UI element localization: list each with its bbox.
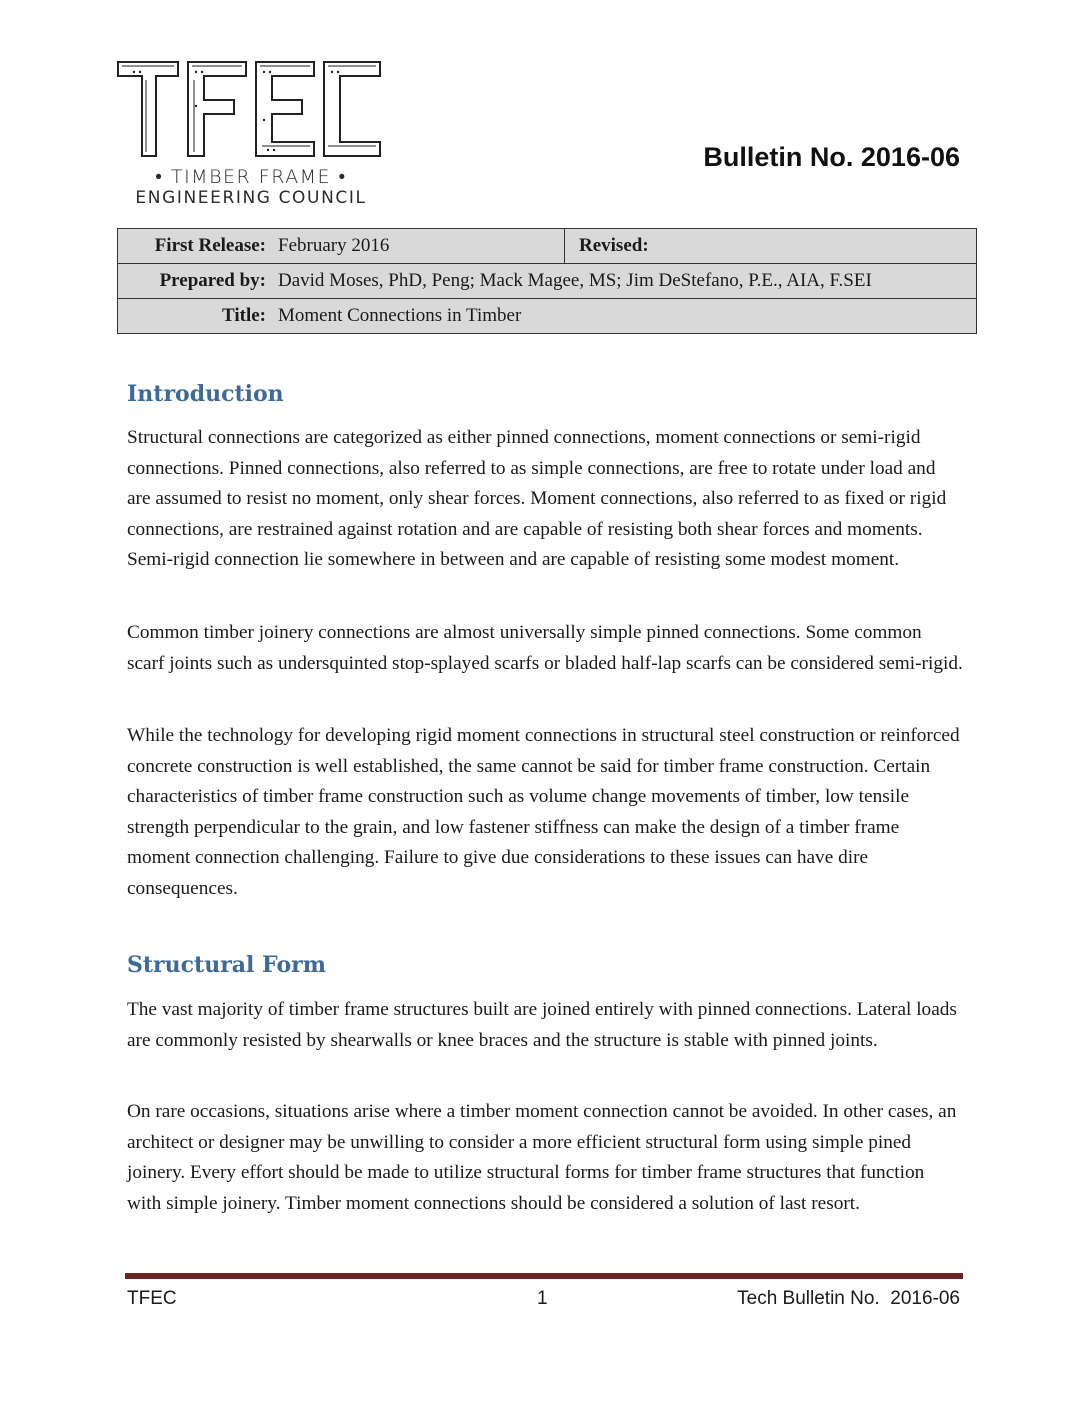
title-row	[118, 299, 977, 334]
footer-bulletin-ref: Tech Bulletin No. 2016-06	[737, 1288, 960, 1309]
title-label: Title:	[118, 299, 273, 334]
intro-paragraph-3: While the technology for developing rigid moment connections in structural steel construction or reinforced concrete construction is well established, the same cannot be said for timber frame construction. Certain characteristics of timber frame construction such as volume change movements of timber, low tensile strength perpendicular to the grain, and low fastener stiffness can make the design of a timber frame moment connection challenging. Failure to give due considerations to these issues can have dire consequences.	[127, 725, 960, 899]
title-value: Moment Connections in Timber	[272, 299, 977, 334]
bulletin-info-table	[117, 228, 977, 334]
tfec-logo-mark	[116, 60, 386, 164]
form-paragraph-2: On rare occasions, situations arise where a timber moment connection cannot be avoided. In other cases, an architect or designer may be unwilling to consider a more efficient structural form using simple pined joinery. Every effort should be made to utilize structural forms for timber frame structures that function with simple joinery. Timber moment connections should be considered a solution of last resort.	[127, 1101, 957, 1214]
introduction-heading: Introduction	[127, 381, 284, 407]
structural-form-heading: Structural Form	[127, 952, 327, 978]
intro-paragraph-2: Common timber joinery connections are almost universally simple pinned connections. Some common scarf joints such as undersquinted stop-splayed scarfs or bladed half-lap scarfs can be considered semi-rigid.	[127, 622, 963, 674]
prepared-by-value: David Moses, PhD, Peng; Mack Magee, MS; Jim DeStefano, P.E., AIA, F.SEI	[272, 264, 977, 299]
prepared-by-row	[118, 264, 977, 299]
first-release-label: First Release:	[118, 229, 273, 264]
first-release-value: February 2016	[272, 229, 565, 264]
tfec-logo	[116, 60, 386, 210]
footer-org: TFEC	[127, 1288, 177, 1309]
form-paragraph-1: The vast majority of timber frame structures built are joined entirely with pinned connections. Lateral loads are commonly resisted by shearwalls or knee braces and the structure is stable with pinned joints.	[127, 999, 957, 1051]
prepared-by-label: Prepared by:	[118, 264, 273, 299]
footer-divider	[125, 1273, 963, 1279]
revised-label: Revised:	[565, 229, 977, 264]
footer-page-number: 1	[537, 1288, 548, 1309]
intro-paragraph-1: Structural connections are categorized as either pinned connections, moment connections or semi-rigid connections. Pinned connections, also referred to as simple connections, are free to rotate under load and are assumed to resist no moment, only shear forces. Moment connections, also referred to as fixed or rigid connections, are restrained against rotation and are capable of resisting both shear forces and moments. Semi-rigid connection lie somewhere in between and are capable of resisting some modest moment.	[127, 427, 947, 571]
first-release-row	[118, 229, 977, 264]
bulletin-number-heading: Bulletin No. 2016-06	[703, 142, 960, 172]
logo-line-engineering-council: ENGINEERING COUNCIL	[135, 188, 367, 208]
logo-line-timber-frame: • TIMBER FRAME •	[155, 166, 347, 188]
